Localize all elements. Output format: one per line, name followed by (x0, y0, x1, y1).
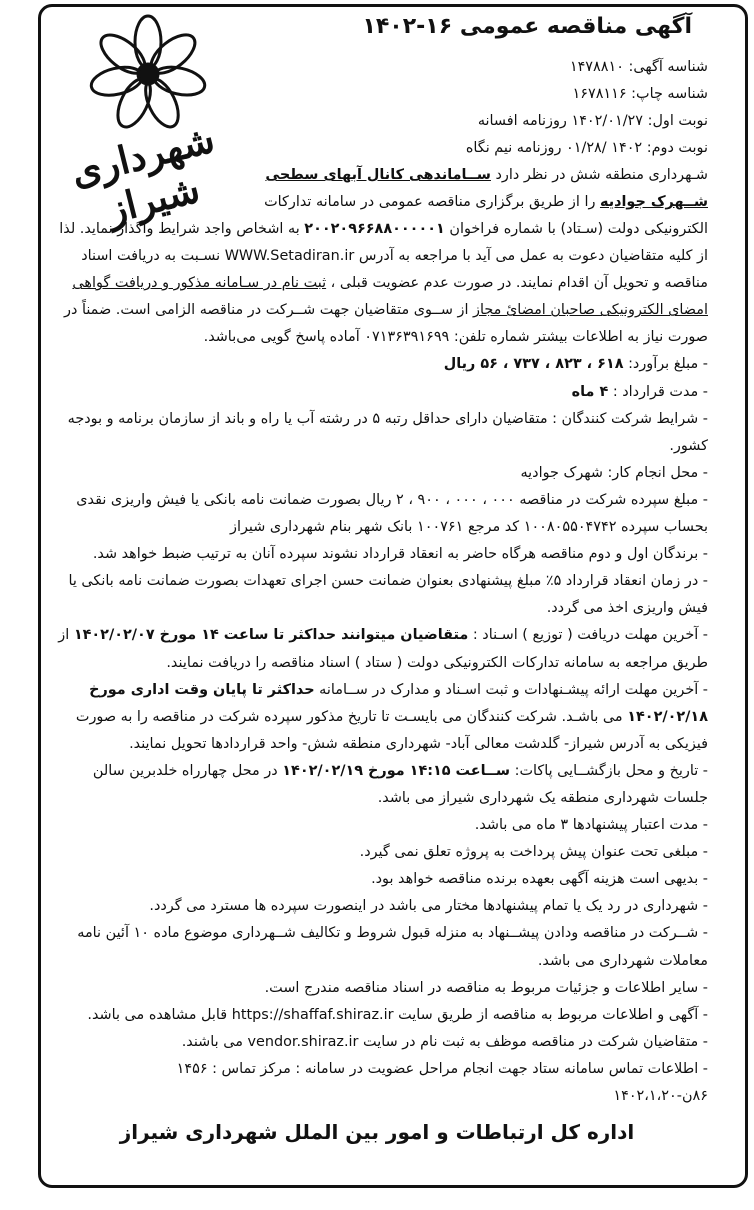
p1-text-a: الکترونیکی دولت (سـتاد) با شماره فراخوان (444, 221, 708, 237)
submit-deadline: حداکثر تا پایان وقت اداری مورخ ۱۴۰۲/۰۲/۱۸ (89, 681, 708, 725)
shaffaf-line: - آگهی و اطلاعات مربوط به مناقصه از طریق سایت https://shaffaf.shiraz.ir قابل مشاهده می باشد. (87, 1006, 708, 1023)
submit-text-b: می باشـد. شرکت کنندگان می بایسـت تا تاریخ مذکور سپرده شرکت در مناقصه را به صورت فیزیکی به آدرس شیراز- گلدشت معالی آباد- شهرداری منطقه شش- واحد قراردادها تحویل نمایند. (75, 708, 708, 752)
opening-line (46, 758, 708, 812)
submit-line (46, 677, 708, 758)
receive-deadline: متقاضیان میتوانند حداکثر تا ساعت ۱۴ مورخ ۱۴۰۲/۰۲/۰۷ (73, 627, 469, 644)
receive-text-b: از طریق مراجعه به سامانه تدارکات الکترونیکی دولت ( ستاد ) اسناد مناقصه را دریافت نمایند. (58, 627, 708, 671)
estimate-value: ۶۱۸ ، ۸۲۳ ، ۷۳۷ ، ۵۶ ریال (443, 356, 624, 373)
ad-id: شناسه آگهی: ۱۴۷۸۸۱۰ (569, 59, 708, 75)
notice-meta (466, 54, 708, 162)
notice-title: آگهی مناقصه عمومی ۱۶-۱۴۰۲ (362, 14, 692, 39)
submit-text-a: - آخرین مهلت ارائه پیشـنهادات و ثبت اسـناد و مدارک در ســامانه (314, 681, 708, 698)
duration-value: ۴ ماه (571, 383, 609, 400)
opening-text-a: - تاریخ و محل بازگشــایی پاکات: (510, 762, 708, 779)
logo-text: شهرداری شیراز (66, 115, 219, 232)
municipality-logo (58, 14, 238, 232)
intro-line1: شـهرداری منطقه شش در نظر دارد (490, 167, 708, 183)
notice-body (46, 216, 708, 1110)
estimate-line (46, 351, 708, 378)
project-site: شــهرک جوادیه (599, 194, 708, 210)
estimate-label: - مبلغ برآورد: (623, 356, 708, 373)
duration-label: - مدت قرارداد : (608, 383, 708, 400)
conditions-line: - شرایط شرکت کنندگان : متقاضیان دارای حداقل رتبه ۵ در رشته آب یا راه و باند از سازمان برنامه و بودجه کشور. (67, 410, 708, 454)
other-line: - سایر اطلاعات و جزئیات مربوط به مناقصه در اسناد مناقصه مندرج است. (264, 979, 708, 996)
second-run: نوبت دوم: ۱۴۰۲ /۰۱/۲۸ روزنامه نیم نگاه (465, 140, 708, 156)
winners-line: - برندگان اول و دوم مناقصه هرگاه حاضر به انعقاد قرارداد نشوند سپرده آنان به ترتیب ضبط خواهد شد. (92, 546, 708, 563)
p1-text-c: از ســوی متقاضیان جهت شــرکت در مناقصه الزامی است. ضمناً در صورت نیاز به اطلاعات بیشتر شماره تلفن: ۰۷۱۳۶۳۹۱۶۹۹ آماده پاسخ گویی می‌باشد. (64, 302, 708, 346)
intro-line2: را از طریق برگزاری مناقصه عمومی در سامانه تدارکات (264, 194, 600, 210)
paragraph-main (46, 216, 708, 351)
contact-line: - اطلاعات تماس سامانه ستاد جهت انجام مراحل عضویت در سامانه : مرکز تماس : ۱۴۵۶ (176, 1060, 708, 1077)
ad-cost-line: - بدیهی است هزینه آگهی بعهده برنده مناقصه خواهد بود. (371, 871, 708, 888)
validity-line: - مدت اعتبار پیشنهادها ۳ ماه می باشد. (474, 817, 708, 834)
project-title: ســاماندهی کانال آبهای سطحی (265, 167, 491, 183)
receive-line (46, 622, 708, 676)
opening-text-b: در محل چهارراه خلدبرین سالن جلسات شهرداری منطقه یک شهرداری شیراز می باشد. (92, 762, 708, 806)
duration-line (46, 379, 708, 406)
opening-time: ســاعت ۱۴:۱۵ مورخ ۱۴۰۲/۰۲/۱۹ (282, 762, 511, 779)
registration-note: ثبت نام در سـامانه مذکور و دریافت گواهی امضای الکترونیکی صاحبان امضائ مجاز (72, 275, 708, 319)
notice-code: ۸۶ن-۱۴۰۲،۱،۲۰ (613, 1088, 708, 1104)
deposit-line: - مبلغ سپرده شرکت در مناقصه ۰۰۰ ، ۰۰۰ ، ۹۰۰ ، ۲ ریال بصورت ضمانت نامه بانکی یا فیش واریزی نقدی بحساب سپرده ۱۰۰۸۰۵۵۰۴۷۴۲ کد مرجع ۱۰۰۷۶۱ بانک شهر بنام شهرداری شیراز (76, 491, 708, 536)
call-number: ۲۰۰۲۰۹۶۶۸۸۰۰۰۰۰۱ (304, 221, 445, 237)
location-line: - محل انجام کار: شهرک جوادیه (520, 464, 708, 481)
footer-signature: اداره کل ارتباطات و امور بین الملل شهرداری شیراز (119, 1120, 635, 1144)
intro-text (228, 162, 708, 216)
receive-text-a: - آخرین مهلت دریافت ( توزیع ) اسـناد : (468, 627, 708, 644)
accept-line: - شــرکت در مناقصه ودادن پیشــنهاد به منزله قبول شروط و تکالیف شــهرداری موضوع ماده ۱۰ آئین نامه معاملات شهرداری می باشد. (77, 925, 708, 969)
flower-emblem-icon (80, 14, 216, 134)
prepay-line: - مبلغی تحت عنوان پیش پرداخت به پروژه تعلق نمی گیرد. (359, 844, 708, 861)
guarantee-line: - در زمان انعقاد قرارداد ۵٪ مبلغ پیشنهادی بعنوان ضمانت حسن اجرای تعهدات بصورت ضمانت نامه بانکی یا فیش واریزی اخذ می گردد. (68, 573, 708, 617)
vendor-line: - متقاضیان شرکت در مناقصه موظف به ثبت نام در سایت vendor.shiraz.ir می باشند. (181, 1033, 708, 1050)
print-id: شناسه چاپ: ۱۶۷۸۱۱۶ (572, 86, 708, 102)
reject-line: - شهرداری در رد یک یا تمام پیشنهادها مختار می باشد در اینصورت سپرده ها مسترد می گردد. (149, 898, 708, 915)
p1-text-b: به اشخاص واجد شرایط واگذار نمايد. لذا از کلیه متقاضیان دعوت به عمل می آید با مراجعه به آدرس WWW.Setadiran.ir نسـبت به دریافت اسناد مناقصه و تحویل آن اقدام نمایند. در صورت عدم عضویت قبلی ، (59, 221, 708, 292)
first-run: نوبت اول: ۱۴۰۲/۰۱/۲۷ روزنامه افسانه (477, 113, 708, 129)
